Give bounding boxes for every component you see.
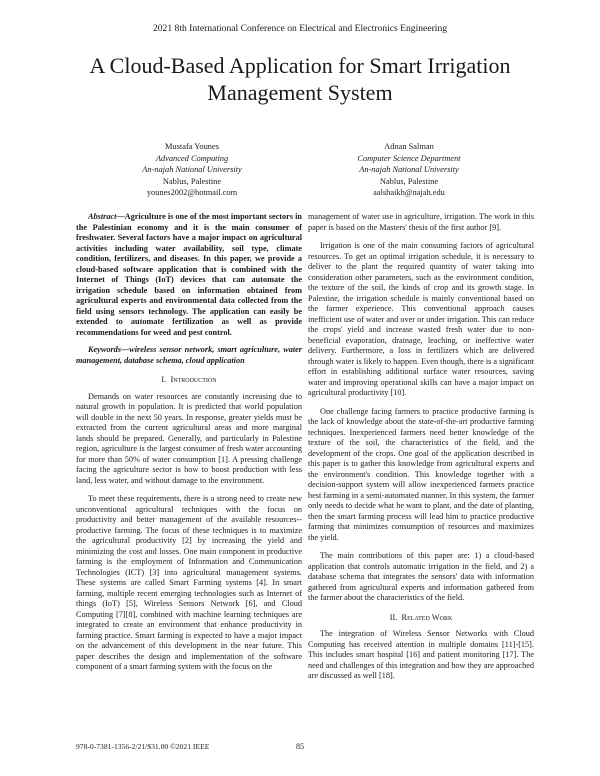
author-department: Computer Science Department xyxy=(357,153,461,163)
right-column xyxy=(308,212,534,682)
paragraph: Demands on water resources are constantly increasing due to natural growth in population. It is predicted that world population will double in the next 50 years. In response, greater yields must be extracted from the current agricultural areas and more marginal lands should be prepared. Generally, and particularly in Palestine region, agriculture is the largest consumer of fresh water accounting for more than 50% of water consumption [1]. A pressing challenge facing the agriculture sector is how to boost production with less land, less water, and without damage to the environment. xyxy=(76,391,302,485)
paragraph: The integration of Wireless Sensor Networks with Cloud Computing has received attention in multiple domains [11]-[15]. This includes smart hospital [16] and patient monitoring [17]. The need and challenges of this integration and how they are approached are discussed as well [18]. xyxy=(308,629,534,680)
author-name: Mustafa Younes xyxy=(165,142,219,151)
left-column xyxy=(76,212,302,673)
author-department: Advanced Computing xyxy=(155,153,229,163)
page-number: 85 xyxy=(296,742,304,751)
abstract-text: —Agriculture is one of the most important sectors in the Palestinian economy and it is the main consumer of freshwater. Several factors have a major impact on agricultural activities including water availability, soil type, climate condition, fertilizers, and diseases. In this paper, we provide a cloud-based software application that is combined with the Internet of Things (IoT) devices that can automate the irrigation schedule based on information obtained from agricultural experts and environmental data collected from the field using sensors technology. The application can easily be extended to automate fertilization as well as provide recommendations for weed and pest control. xyxy=(76,212,302,337)
footer-isbn: 978-0-7381-1356-2/21/$31.00 ©2021 IEEE xyxy=(76,742,210,751)
author-location: Nablus, Palestine xyxy=(379,176,439,186)
author-block-2 xyxy=(309,141,509,199)
abstract xyxy=(76,212,302,338)
author-location: Nablus, Palestine xyxy=(162,176,222,186)
paragraph: Irrigation is one of the main consuming factors of agricultural resources. To get an optimal irrigation schedule, it is necessary to deliver to the plant the required quantity of water taking into consideration other parameters, such as the environment condition, the texture of the soil, the kinds of crop and its growth stage. In Palestine, the irrigation schedule is mainly conventional based on the farmer experience. This conventional approach causes inefficient use of water and over or under irrigation. This can reduce the crops' yield and increase wasted fresh water due to non-beneficial evaporation, drainage, leaching, or ineffective water delivery. Furthermore, a loss in fertilizers which are delivered through water is likely to happen. Even though, there is a significant effort in establishing additional surface water resources, saving water and improving operational skills can have a major impact on agricultural productivity [10]. xyxy=(308,241,534,397)
keywords-label: Keywords xyxy=(88,345,121,354)
keywords xyxy=(76,345,302,366)
section-title: Related Work xyxy=(401,612,453,622)
paper-title xyxy=(40,52,560,106)
abstract-label: Abstract xyxy=(88,212,117,221)
paragraph: management of water use in agriculture, irrigation. The work in this paper is based on the Masters' thesis of the first author [9]. xyxy=(308,212,534,232)
title-line-1: A Cloud-Based Application for Smart Irrigation xyxy=(89,53,511,78)
author-university: An-najah National University xyxy=(142,165,242,174)
author-name: Adnan Salman xyxy=(384,142,434,151)
conference-header: 2021 8th International Conference on Electrical and Electronics Engineering xyxy=(152,23,448,34)
author-email: aalshaikh@najah.edu xyxy=(373,188,445,197)
paragraph: To meet these requirements, there is a strong need to create new unconventional agricultural techniques with the focus on productivity and better management of the available resources--productive farming. The focus of these techniques is to maximize the agricultural productivity [2] by increasing the yield and minimizing the cost and losses. One main component in productive farming is the employment of Information and Communication Technologies (ICT) [3] into agricultural management systems. These systems are called Smart Farming systems [4]. In smart farming, multiple recent emerging technologies such as Internet of things (IoT) [5], Wireless Sensors Network [6], and Cloud Computing [7][8], combined with machine learning techniques are integrated to create an environment that enhance productivity in farming practice. Smart farming is expected to have a major impact on the advancement of this development in the near future. This paper describes the design and implementation of the software component of a smart farming system with the focus on the xyxy=(76,494,302,671)
paragraph: One challenge facing farmers to practice productive farming is the lack of knowledge about the state-of-the-art productive farming techniques. Inexperienced farmers need better knowledge of the texture of the soil, the characteristics of the field, and the development of the crops. One goal of the application described in this paper is to gather this knowledge from agricultural experts and the environment's condition. This knowledge together with a decision-support system will allow inexperienced farmers practice best farming in a semi-automated manner. In this system, the farmer only needs to decide what he want to plant, and the date of planting, then the smart farming process will lead him to practice productive farming that minimizes consumption of resources and maximizes the yield. xyxy=(308,406,534,542)
title-line-2: Management System xyxy=(207,80,393,105)
paragraph: The main contributions of this paper are: 1) a cloud-based application that controls automatic irrigation in the field, and 2) a database schema that integrates the sensors' data with information gathered from agricultural experts and information gathered from the farmer about the characteristics of the field. xyxy=(308,551,534,602)
section-title: Introduction xyxy=(170,375,217,384)
author-block-1 xyxy=(92,141,292,199)
author-email: younes2002@hotmail.com xyxy=(146,188,238,197)
section-heading-introduction xyxy=(76,375,302,386)
author-university: An-najah National University xyxy=(359,165,459,174)
keywords-text: —wireless sensor network, smart agriculture, water management, database schema, cloud application xyxy=(76,345,302,365)
section-number: II. xyxy=(389,612,398,622)
section-number: I. xyxy=(161,375,167,384)
section-heading-related-work xyxy=(308,613,534,624)
